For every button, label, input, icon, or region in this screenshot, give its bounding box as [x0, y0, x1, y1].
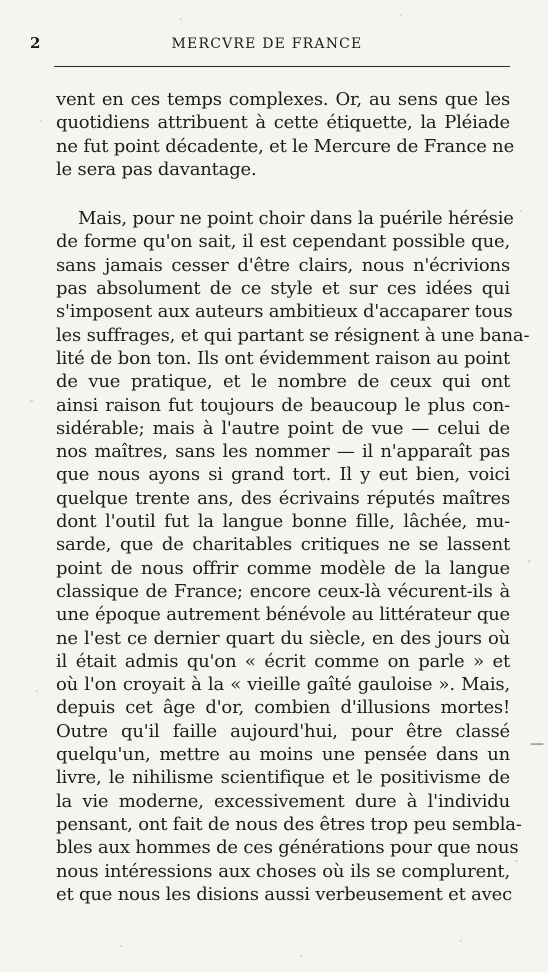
body-text — [56, 88, 530, 906]
text-line: le sera pas davantage. — [56, 158, 257, 180]
text-line: Mais, pour ne point choir dans la puérile hérésie — [78, 208, 514, 230]
text-line: de vue pratique, et le nombre de ceux qui ont — [56, 371, 510, 393]
page-number: 2 — [30, 34, 41, 52]
text-line: point de nous offrir comme modèle de la langue — [56, 557, 510, 579]
paper-speckle — [180, 18, 182, 20]
paper-speckle — [300, 955, 302, 957]
paper-speckle — [120, 945, 122, 947]
paragraph-2 — [56, 207, 530, 906]
running-title: MERCVRE DE FRANCE — [171, 36, 363, 52]
text-line: pensant, ont fait de nous des êtres trop peu sembla- — [56, 813, 522, 835]
paper-speckle — [400, 14, 402, 16]
text-line: ne fut point décadente, et le Mercure de France ne — [56, 135, 515, 157]
text-line: Outre qu'il faille aujourd'hui, pour être classé — [56, 720, 510, 742]
text-line: quelque trente ans, des écrivains réputés maîtres — [56, 487, 510, 509]
text-line: pas absolument de ce style et sur ces idées qui — [56, 278, 510, 300]
text-line: et que nous les disions aussi verbeusement et avec — [56, 883, 512, 905]
text-line: ainsi raison fut toujours de beaucoup le plus con- — [56, 394, 510, 416]
text-line: que nous ayons si grand tort. Il y eut bien, voici — [56, 464, 510, 486]
text-line: quelqu'un, mettre au moins une pensée dans un — [56, 744, 510, 766]
paper-speckle — [30, 400, 33, 402]
paper-speckle — [460, 940, 462, 942]
text-line: ne l'est ce dernier quart du siècle, en des jours où — [56, 627, 510, 649]
paper-speckle — [520, 210, 522, 212]
text-line: dont l'outil fut la langue bonne fille, lâchée, mu- — [56, 511, 510, 533]
paper-speckle — [36, 690, 38, 692]
paragraph-gap — [56, 181, 510, 207]
header-rule — [54, 66, 510, 67]
text-line: depuis cet âge d'or, combien d'illusions mortes! — [56, 697, 510, 719]
text-line: sans jamais cesser d'être clairs, nous n'écrivions — [56, 254, 510, 276]
text-line: où l'on croyait à la « vieille gaîté gauloise ». Mais, — [56, 674, 510, 696]
margin-mark: — — [530, 736, 544, 752]
text-line: nous intéressions aux choses où ils se complurent, — [56, 860, 510, 882]
paper-speckle — [40, 120, 42, 122]
text-line: s'imposent aux auteurs ambitieux d'accaparer tous — [56, 301, 513, 323]
text-line: sarde, que de charitables critiques ne se lassent — [56, 534, 510, 556]
text-line: nos maîtres, sans les nommer — il n'apparaît pas — [56, 441, 510, 463]
paper-speckle — [528, 560, 530, 563]
text-line: vent en ces temps complexes. Or, au sens que les — [56, 89, 510, 110]
text-line: de forme qu'on sait, il est cependant possible que, — [56, 231, 510, 253]
text-line: bles aux hommes de ces générations pour que nous — [56, 837, 519, 859]
text-line: la vie moderne, excessivement dure à l'individu — [56, 790, 510, 812]
paper-speckle — [515, 860, 518, 862]
text-line: classique de France; encore ceux-là vécurent-ils à — [56, 580, 510, 602]
paragraph-1 — [56, 88, 515, 181]
text-line: sidérable; mais à l'autre point de vue — celui de — [56, 417, 510, 439]
text-line: les suffrages, et qui partant se résignent à une bana- — [56, 324, 530, 346]
text-line: quotidiens attribuent à cette étiquette, la Pléiade — [56, 112, 510, 134]
text-line: une époque autrement bénévole au littérateur que — [56, 604, 510, 626]
text-line: lité de bon ton. Ils ont évidemment raison au point — [56, 347, 510, 369]
text-line: il était admis qu'on « écrit comme on parle » et — [56, 650, 510, 672]
page-header — [22, 34, 512, 60]
text-line: livre, le nihilisme scientifique et le positivisme de — [56, 767, 510, 789]
